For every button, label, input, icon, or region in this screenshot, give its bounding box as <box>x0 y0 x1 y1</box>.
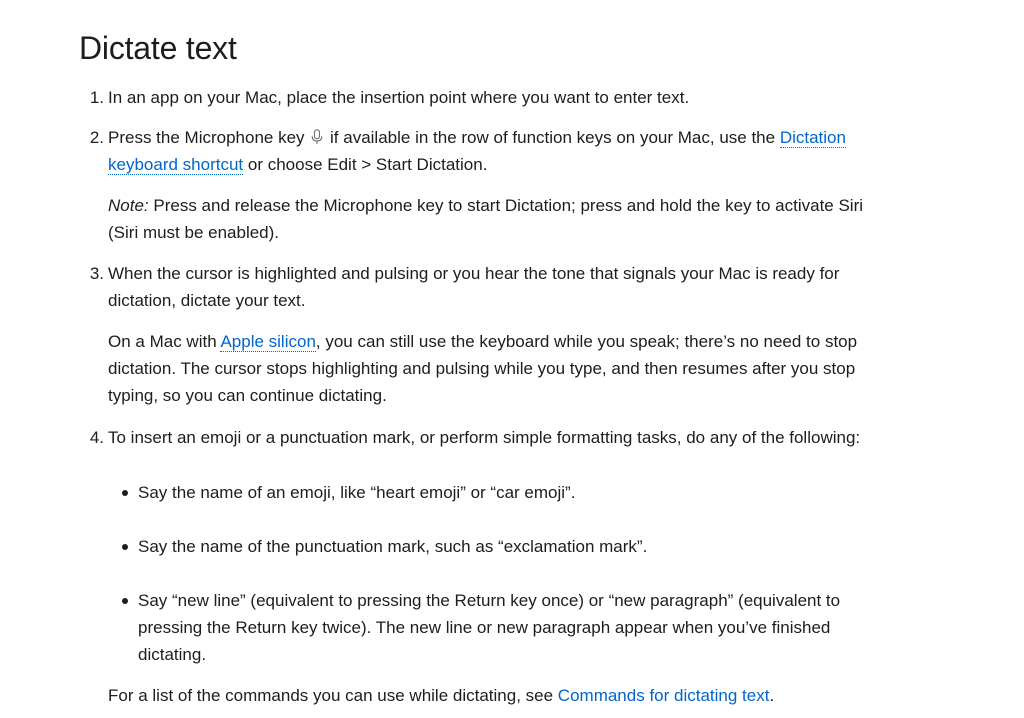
step-text-part: Press the Microphone key <box>108 128 305 147</box>
paragraph-part: , you can still use the keyboard while you speak; there’s no need to stop <box>315 332 858 351</box>
list-item: pressing the Return key twice). The new line or new paragraph appear when you’ve finished <box>138 618 831 637</box>
microphone-icon <box>311 126 323 153</box>
note-body: Press and release the Microphone key to start Dictation; press and hold the key to activate Siri <box>153 196 864 215</box>
list-item: dictating. <box>138 645 207 664</box>
step-number: 3. <box>89 264 104 283</box>
footer-paragraph <box>108 682 774 709</box>
paragraph-part: On a Mac with <box>108 332 217 351</box>
step-paragraph: typing, so you can continue dictating. <box>108 386 387 405</box>
step-number: 1. <box>89 88 104 107</box>
note-text: (Siri must be enabled). <box>108 223 280 242</box>
step-text: To insert an emoji or a punctuation mark, or perform simple formatting tasks, do any of the following: <box>108 428 861 447</box>
bullet <box>122 544 128 550</box>
commands-link[interactable]: Commands for dictating text <box>557 686 770 705</box>
step-text-part: if available in the row of function keys on your Mac, use the <box>330 128 776 147</box>
dictation-shortcut-link[interactable]: keyboard shortcut <box>108 155 244 174</box>
step-text: dictation, dictate your text. <box>108 291 306 310</box>
page-title: Dictate text <box>79 30 237 66</box>
step-text <box>108 124 846 153</box>
step-paragraph: dictation. The cursor stops highlighting and pulsing while you type, and then resumes after you stop <box>108 359 856 378</box>
footer-text: For a list of the commands you can use while dictating, see <box>108 686 554 705</box>
list-item: Say the name of the punctuation mark, such as “exclamation mark”. <box>138 537 648 556</box>
step-text-part: or choose Edit > Start Dictation. <box>247 155 488 174</box>
list-item: Say the name of an emoji, like “heart emoji” or “car emoji”. <box>138 483 576 502</box>
footer-end: . <box>769 686 775 705</box>
note-label: Note: <box>108 196 149 215</box>
step-number: 2. <box>89 128 104 147</box>
bullet <box>122 490 128 496</box>
note-text <box>108 192 863 219</box>
dictation-shortcut-link[interactable]: Dictation <box>779 128 846 147</box>
step-number: 4. <box>89 428 104 447</box>
bullet <box>122 598 128 604</box>
apple-silicon-link[interactable]: Apple silicon <box>220 332 316 351</box>
list-item: Say “new line” (equivalent to pressing the Return key once) or “new paragraph” (equivalent to <box>138 591 841 610</box>
step-text <box>108 151 487 178</box>
step-text: When the cursor is highlighted and pulsing or you hear the tone that signals your Mac is ready for <box>108 264 840 283</box>
step-text: In an app on your Mac, place the insertion point where you want to enter text. <box>108 88 690 107</box>
step-paragraph <box>108 328 857 355</box>
